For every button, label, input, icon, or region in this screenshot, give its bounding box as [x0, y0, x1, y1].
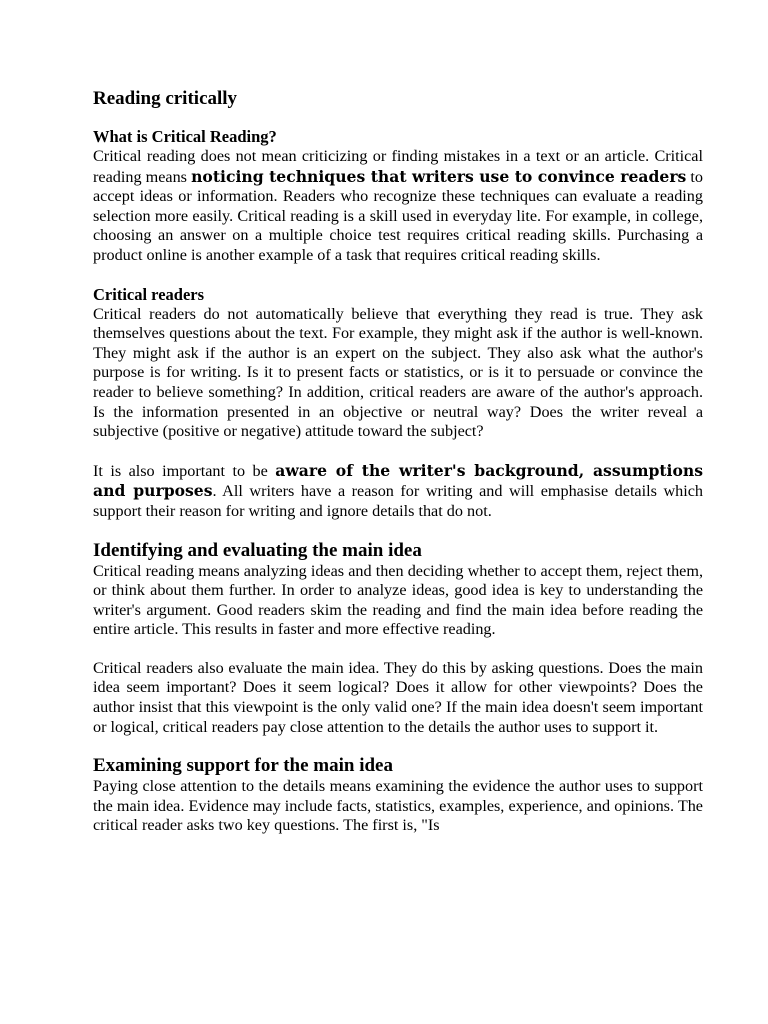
- paragraph-writer-background: [93, 461, 703, 522]
- paragraph-main-idea-2: Critical readers also evaluate the main idea. They do this by asking questions. Does the main idea seem important? Does it seem logical? Does it allow for other viewpoints? Does the author insist that this viewpoint is the only valid one? If the main idea doesn't seem important or logical, critical readers pay close attention to the details the author uses to support it.: [93, 658, 703, 736]
- text-run: . All writers have a reason for writing and will emphasise details which support their reason for writing and ignore details that do not.: [93, 482, 703, 520]
- section-heading-what-is: What is Critical Reading?: [93, 127, 277, 146]
- paragraph-support: Paying close attention to the details means examining the evidence the author uses to support the main idea. Evidence may include facts, statistics, examples, experience, and opinions. The critical reader asks two key questions. The first is, "Is: [93, 777, 703, 835]
- paragraph-critical-readers: Critical readers do not automatically believe that everything they read is true. They ask themselves questions about the text. For example, they might ask if the author is well-known. They might ask if the author is an expert on the subject. They also ask what the author's purpose is for writing. Is it to present facts or statistics, or is it to persuade or convince the reader to believe something? In addition, critical readers are aware of the author's approach. Is the information presented in an objective or neutral way? Does the writer reveal a subjective (positive or negative) attitude toward the subject?: [93, 304, 703, 441]
- paragraph-what-is: [93, 147, 703, 266]
- bold-run: aware of the writer's background, assumptions and purposes: [93, 460, 703, 501]
- bold-run: noticing techniques that writers use to convince readers: [191, 166, 687, 186]
- text-run: It is also important to be: [93, 461, 276, 480]
- section-heading-critical-readers: Critical readers: [93, 284, 205, 304]
- text-run: to accept ideas or information. Readers who recognize these techniques can evaluate a reading selection more easily. Critical reading is a skill used in everyday lite. For example, in college, choosing an answer on a multiple choice test requires critical reading skills. Purchasing a product online is another example of a task that requires critical reading skills.: [93, 167, 703, 264]
- section-heading-main-idea: Identifying and evaluating the main idea: [93, 539, 422, 561]
- page-title: Reading critically: [93, 88, 238, 109]
- section-heading-support: Examining support for the main idea: [93, 755, 393, 777]
- text-run: Critical reading does not mean criticizing or finding mistakes in a text or an article. Critical reading means: [93, 147, 703, 186]
- document-page: [93, 88, 703, 836]
- paragraph-main-idea-1: Critical reading means analyzing ideas and then deciding whether to accept them, reject them, or think about them further. In order to analyze ideas, good idea is key to understanding the writer's argument. Good readers skim the reading and find the main idea before reading the entire article. This results in faster and more effective reading.: [93, 561, 703, 639]
